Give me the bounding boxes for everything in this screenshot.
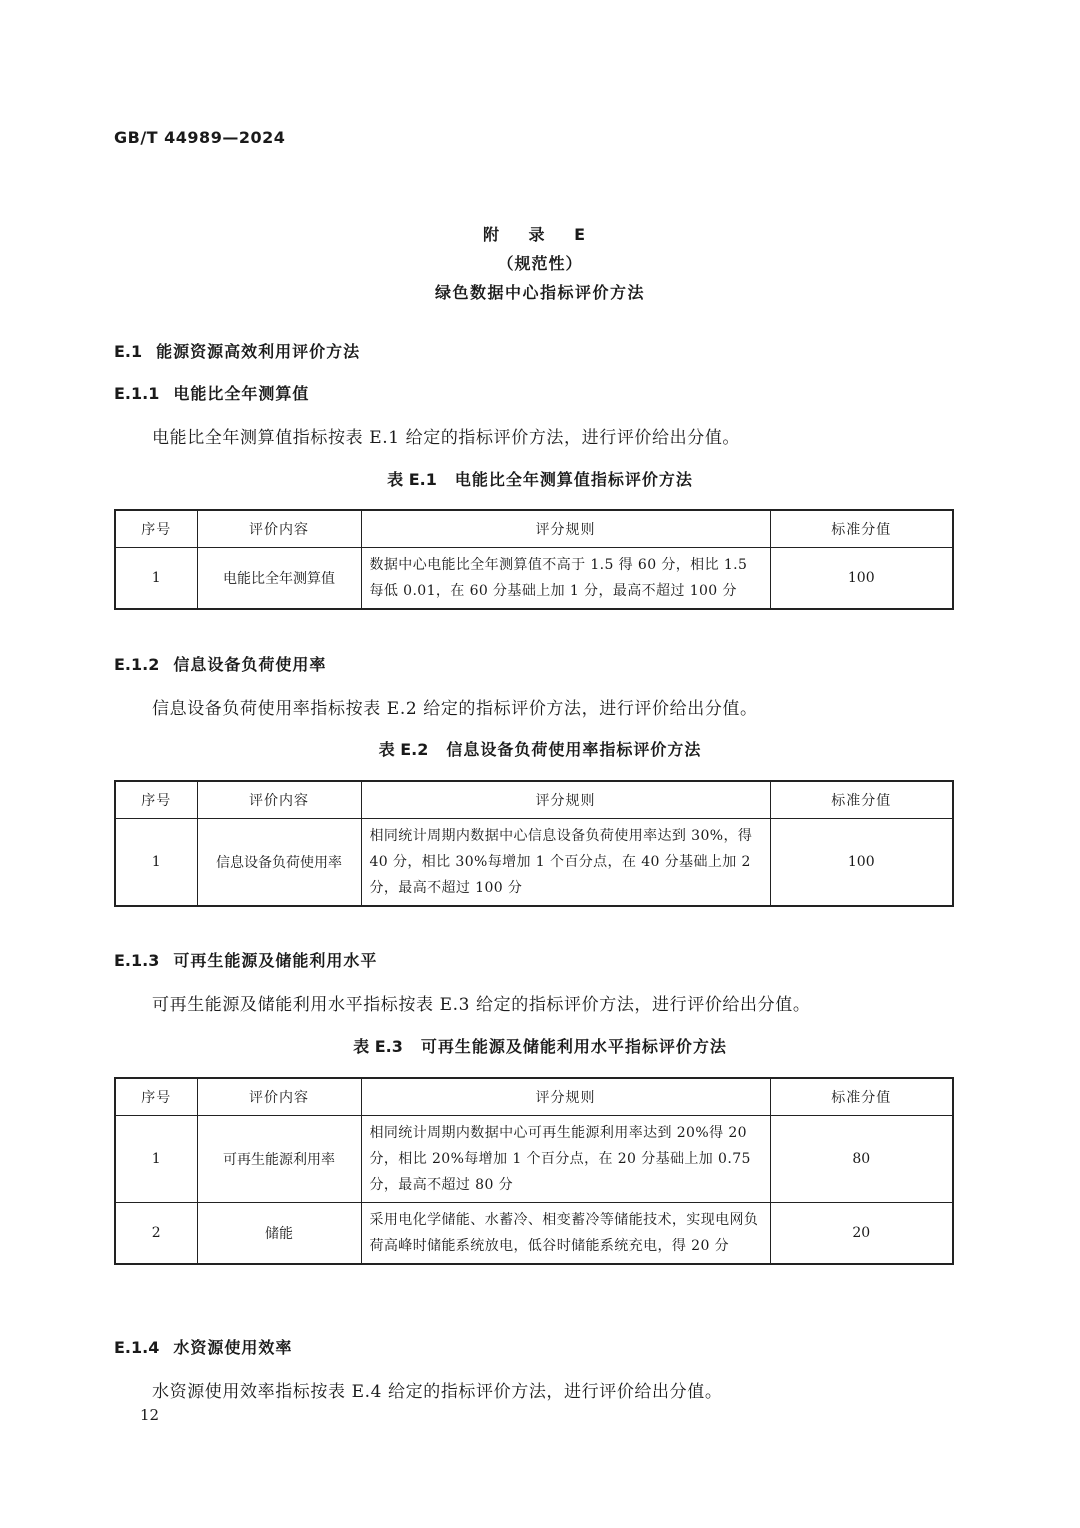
table-number: 表 E.2	[378, 740, 429, 759]
cell-rule: 相同统计周期内数据中心信息设备负荷使用率达到 30%，得 40 分，相比 30%每增加 1 个百分点，在 40 分基础上加 2 分，最高不超过 100 分	[361, 819, 770, 907]
header-rule: 评分规则	[361, 510, 770, 548]
section-title: 可再生能源及储能利用水平	[173, 951, 378, 970]
header-rule: 评分规则	[361, 1078, 770, 1116]
cell-content: 储能	[197, 1203, 361, 1265]
header-content: 评价内容	[197, 781, 361, 819]
section-title: 电能比全年测算值	[173, 384, 310, 403]
section-e12-paragraph: 信息设备负荷使用率指标按表 E.2 给定的指标评价方法，进行评价给出分值。	[152, 699, 758, 719]
cell-score: 20	[770, 1203, 953, 1265]
section-number: E.1.1	[114, 384, 160, 403]
table-header-row	[115, 510, 953, 548]
table-e2	[114, 780, 954, 907]
header-seq: 序号	[115, 510, 197, 548]
cell-seq: 1	[115, 548, 197, 610]
section-e14-heading	[114, 1335, 292, 1358]
section-e11-paragraph: 电能比全年测算值指标按表 E.1 给定的指标评价方法，进行评价给出分值。	[152, 428, 741, 448]
header-score: 标准分值	[770, 510, 953, 548]
section-title: 能源资源高效利用评价方法	[156, 342, 361, 361]
cell-content: 可再生能源利用率	[197, 1116, 361, 1203]
section-number: E.1.2	[114, 655, 160, 674]
cell-content: 信息设备负荷使用率	[197, 819, 361, 907]
table-e2-caption	[0, 737, 1080, 760]
table-e3	[114, 1077, 954, 1265]
section-number: E.1	[114, 342, 143, 361]
cell-seq: 2	[115, 1203, 197, 1265]
table-header-row	[115, 781, 953, 819]
standard-code: GB/T 44989—2024	[114, 128, 286, 147]
table-e1	[114, 509, 954, 610]
table-number: 表 E.3	[353, 1037, 403, 1056]
section-number: E.1.4	[114, 1338, 160, 1357]
table-row	[115, 1116, 953, 1203]
table-e3-caption	[0, 1034, 1080, 1057]
cell-seq: 1	[115, 1116, 197, 1203]
section-e13-paragraph: 可再生能源及储能利用水平指标按表 E.3 给定的指标评价方法，进行评价给出分值。	[152, 995, 811, 1015]
section-e12-heading	[114, 652, 326, 675]
section-e1-heading	[114, 339, 360, 362]
table-row	[115, 548, 953, 610]
cell-content: 电能比全年测算值	[197, 548, 361, 610]
cell-score: 100	[770, 819, 953, 907]
cell-score: 100	[770, 548, 953, 610]
table-e1-caption	[0, 467, 1080, 490]
section-e11-heading	[114, 381, 309, 404]
cell-score: 80	[770, 1116, 953, 1203]
section-title: 信息设备负荷使用率	[173, 655, 327, 674]
table-number: 表 E.1	[387, 470, 437, 489]
header-seq: 序号	[115, 1078, 197, 1116]
header-content: 评价内容	[197, 510, 361, 548]
appendix-type: （规范性）	[497, 254, 583, 273]
table-row	[115, 819, 953, 907]
table-title: 可再生能源及储能利用水平指标评价方法	[420, 1037, 727, 1056]
section-e13-heading	[114, 948, 377, 971]
section-title: 水资源使用效率	[173, 1338, 293, 1357]
table-header-row	[115, 1078, 953, 1116]
table-title: 电能比全年测算值指标评价方法	[454, 470, 693, 489]
header-rule: 评分规则	[361, 781, 770, 819]
cell-seq: 1	[115, 819, 197, 907]
appendix-name: 绿色数据中心指标评价方法	[434, 283, 645, 302]
section-e14-paragraph: 水资源使用效率指标按表 E.4 给定的指标评价方法，进行评价给出分值。	[152, 1382, 723, 1402]
page-number: 12	[140, 1406, 160, 1424]
appendix-title: 附 录 E	[482, 225, 598, 244]
header-content: 评价内容	[197, 1078, 361, 1116]
header-score: 标准分值	[770, 781, 953, 819]
table-title: 信息设备负荷使用率指标评价方法	[446, 740, 702, 759]
section-number: E.1.3	[114, 951, 160, 970]
header-seq: 序号	[115, 781, 197, 819]
header-score: 标准分值	[770, 1078, 953, 1116]
cell-rule: 相同统计周期内数据中心可再生能源利用率达到 20%得 20 分，相比 20%每增加 1 个百分点，在 20 分基础上加 0.75 分，最高不超过 80 分	[361, 1116, 770, 1203]
cell-rule: 数据中心电能比全年测算值不高于 1.5 得 60 分，相比 1.5 每低 0.01，在 60 分基础上加 1 分，最高不超过 100 分	[361, 548, 770, 610]
cell-rule: 采用电化学储能、水蓄冷、相变蓄冷等储能技术，实现电网负荷高峰时储能系统放电，低谷时储能系统充电，得 20 分	[361, 1203, 770, 1265]
table-row	[115, 1203, 953, 1265]
